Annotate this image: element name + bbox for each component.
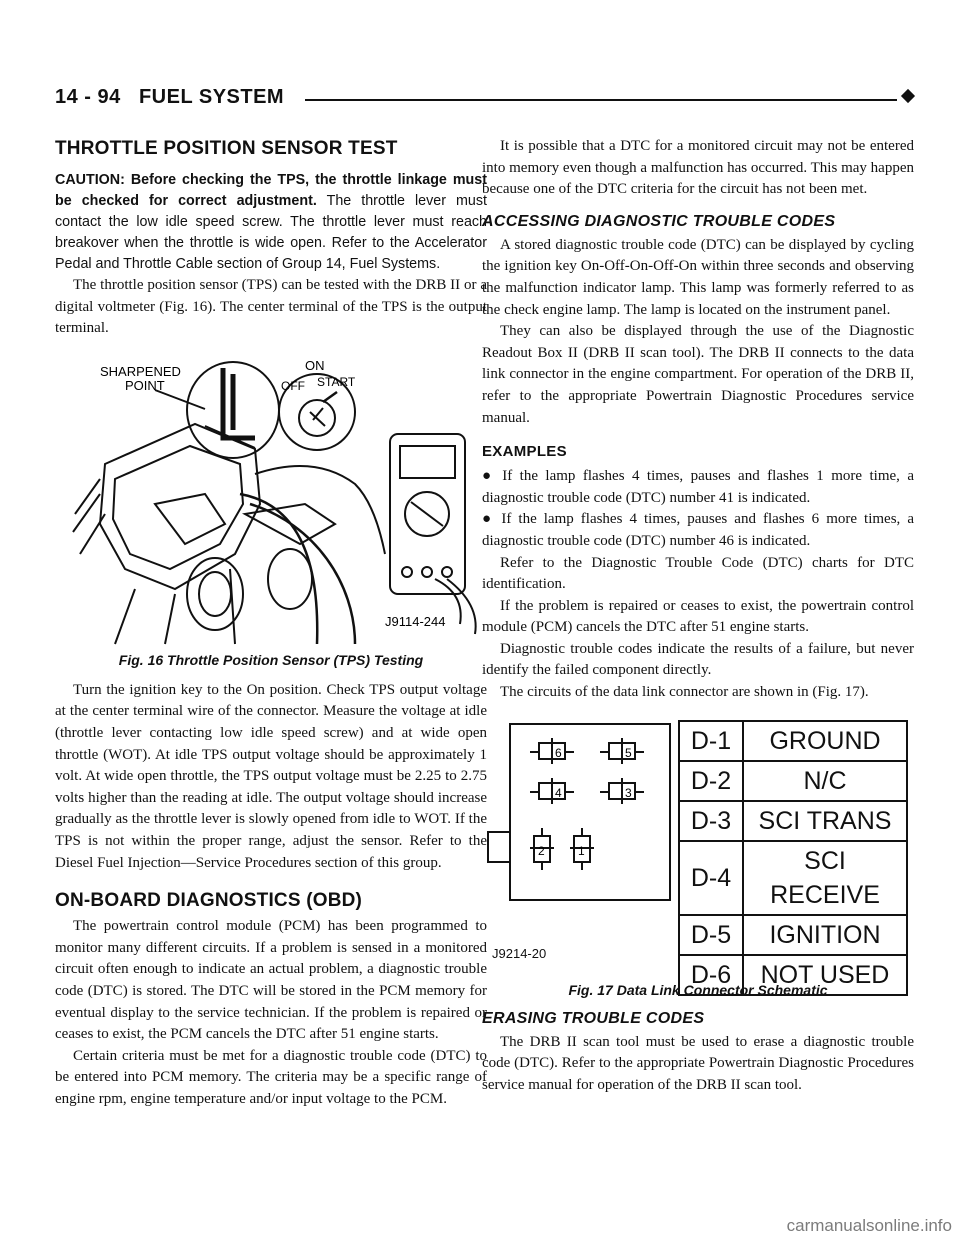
connector-table-row	[679, 915, 907, 955]
paragraph-erase: The DRB II scan tool must be used to erase a diagnostic trouble code (DTC). Refer to the appropriate Powertrain Diagnostic Procedures service manual for operation of the DRB II scan tool.	[482, 1033, 914, 1093]
figure-17-id: J9214-20	[492, 945, 547, 961]
connector-table-row	[679, 801, 907, 841]
diamond-icon	[901, 89, 915, 103]
connector-pin-number: 4	[555, 785, 562, 800]
heading-erasing: ERASING TROUBLE CODES	[482, 1009, 705, 1027]
figure-16-caption: Fig. 16 Throttle Position Sensor (TPS) Testing	[118, 651, 424, 668]
figure-16-illustration	[55, 354, 487, 646]
caution-paragraph	[55, 170, 487, 275]
label-sharpened-point: SHARPENED	[100, 363, 181, 379]
paragraph-example-1: Refer to the Diagnostic Trouble Code (DTC) charts for DTC identification.	[482, 554, 914, 593]
connector-pin-number: 3	[625, 785, 632, 800]
connector-pin	[530, 778, 574, 804]
heading-obd: ON-BOARD DIAGNOSTICS (OBD)	[55, 890, 363, 912]
connector-pin-number: 5	[625, 745, 632, 760]
header-title	[55, 86, 292, 109]
connector-table-row	[679, 721, 907, 761]
bullet-example-1-text: If the lamp flashes 4 times, pauses and flashes 1 more time, a diagnostic trouble code (DTC) number 41 is indicated.	[482, 468, 915, 506]
paragraph-access-2: They can also be displayed through the use of the Diagnostic Readout Box II (DRB II scan tool). The DRB II connects to the data link connector in the engine compartment. For operation of the DRB II, refer to the appropriate Powertrain Diagnostic Procedures service manual.	[482, 323, 914, 426]
figure-17-caption: Fig. 17 Data Link Connector Schematic	[568, 981, 828, 998]
connector-pin	[530, 828, 554, 870]
right-column	[482, 136, 914, 1096]
connector-pin-number: 1	[578, 843, 585, 858]
figure-16-id: J9114-244	[385, 613, 446, 629]
heading-examples: EXAMPLES	[482, 443, 567, 461]
connector-pin-number: 6	[555, 745, 562, 760]
connector-table-row	[679, 955, 907, 995]
bullet-example-2-text: If the lamp flashes 4 times, pauses and flashes 6 more times, a diagnostic trouble code (DTC) number 46 is indicated.	[482, 511, 914, 549]
pin-signal-cell: GROUND	[743, 721, 907, 761]
connector-table-row	[679, 761, 907, 801]
paragraph-obd-1: The powertrain control module (PCM) has been programmed to monitor many different circuits. If a problem is sensed in a monitored circuit often enough to indicate an actual problem, a diagnostic trouble code (DTC) is stored. The DTC will be stored in the PCM memory for eventual display to the service technician. If the problem is repaired or ceases to exist, the PCM cancels the DTC after 51 engine starts.	[55, 918, 487, 1043]
paragraph-example-2: If the problem is repaired or ceases to exist, the powertrain control module (PCM) cancels the DTC after 51 engine starts.	[482, 597, 914, 636]
bullet-example-1	[482, 466, 914, 509]
bullet-icon: ●	[482, 468, 495, 485]
page-header	[55, 86, 915, 116]
connector-pin	[530, 738, 574, 764]
figure-17-illustration	[482, 714, 914, 989]
paragraph-obd-2: Certain criteria must be met for a diagnostic trouble code (DTC) to be entered into PCM memory. The criteria may be a specific range of engine rpm, engine temperature and/or input voltage to the PCM.	[55, 1047, 487, 1107]
connector-pin	[600, 738, 644, 764]
paragraph-monitored-circuit: It is possible that a DTC for a monitored circuit may not be entered into memory even though a malfunction has occurred. This may happen because one of the DTC criteria for the circuit has not been met.	[482, 138, 914, 198]
connector-pin-number: 2	[538, 843, 545, 858]
connector-pins	[530, 738, 644, 870]
bullet-example-2	[482, 509, 914, 552]
pin-id-cell: D-4	[679, 841, 743, 915]
label-start: START	[317, 374, 356, 389]
paragraph-tps-intro: The throttle position sensor (TPS) can be tested with the DRB II or a digital voltmeter (Fig. 16). The center terminal of the TPS is the output terminal.	[55, 277, 487, 337]
page-label: 14 - 94	[55, 86, 121, 108]
caution-text: The throttle lever must contact the low idle speed screw. The throttle lever must reach breakover when the throttle is wide open. Refer to the Accelerator Pedal and Throttle Cable section of Group 14, Fuel Systems.	[55, 193, 488, 272]
connector-diagram	[482, 722, 672, 922]
connector-pin-table	[678, 720, 908, 996]
pin-signal-cell: NOT USED	[743, 955, 907, 995]
connector-pin	[570, 828, 594, 870]
tps-testing-drawing	[55, 354, 487, 646]
pin-id-cell: D-6	[679, 955, 743, 995]
pin-signal-cell: IGNITION	[743, 915, 907, 955]
pin-id-cell: D-1	[679, 721, 743, 761]
header-rule	[305, 99, 897, 101]
pin-signal-cell: SCI TRANS	[743, 801, 907, 841]
pin-signal-cell: SCI RECEIVE	[743, 841, 907, 915]
connector-table-row	[679, 841, 907, 915]
paragraph-example-4: The circuits of the data link connector are shown in (Fig. 17).	[500, 684, 869, 701]
pin-id-cell: D-5	[679, 915, 743, 955]
watermark: carmanualsonline.info	[786, 1216, 952, 1235]
pin-id-cell: D-2	[679, 761, 743, 801]
caution-bold: CAUTION: Before checking the TPS, the throttle linkage must be checked for correct adjustment.	[55, 172, 487, 209]
pin-id-cell: D-3	[679, 801, 743, 841]
bullet-icon: ●	[482, 511, 495, 528]
label-on: ON	[305, 357, 325, 373]
paragraph-example-3: Diagnostic trouble codes indicate the results of a failure, but never identify the failed component directly.	[482, 640, 914, 679]
label-point: POINT	[125, 377, 165, 393]
pin-signal-cell: N/C	[743, 761, 907, 801]
paragraph-tps-procedure: Turn the ignition key to the On position. Check TPS output voltage at the center terminal wire of the connector. Measure the voltage at idle (throttle lever contacting low idle speed screw) and at wide open throttle (WOT). At idle TPS output voltage should be approximately 1 volt. At wide open throttle, the TPS output voltage must be 2.25 to 2.75 volts higher than the reading at idle. The output voltage should increase gradually as the throttle lever is slowly opened from idle to WOT. If the TPS is not within the proper range, adjust the sensor. Refer to the Diesel Fuel Injection—Service Procedures section of this group.	[55, 681, 487, 871]
heading-accessing-dtc: ACCESSING DIAGNOSTIC TROUBLE CODES	[482, 212, 836, 230]
label-off: OFF	[281, 378, 305, 393]
connector-pin	[600, 778, 644, 804]
heading-tps-test: THROTTLE POSITION SENSOR TEST	[55, 138, 398, 159]
section-title: FUEL SYSTEM	[138, 86, 285, 108]
left-column	[55, 136, 487, 1110]
paragraph-access-1: A stored diagnostic trouble code (DTC) can be displayed by cycling the ignition key On-Off-On-Off-On within three seconds and observing the malfunction indicator lamp. This lamp was formerly referred to as the check engine lamp. The lamp is located on the instrument panel.	[482, 236, 914, 318]
